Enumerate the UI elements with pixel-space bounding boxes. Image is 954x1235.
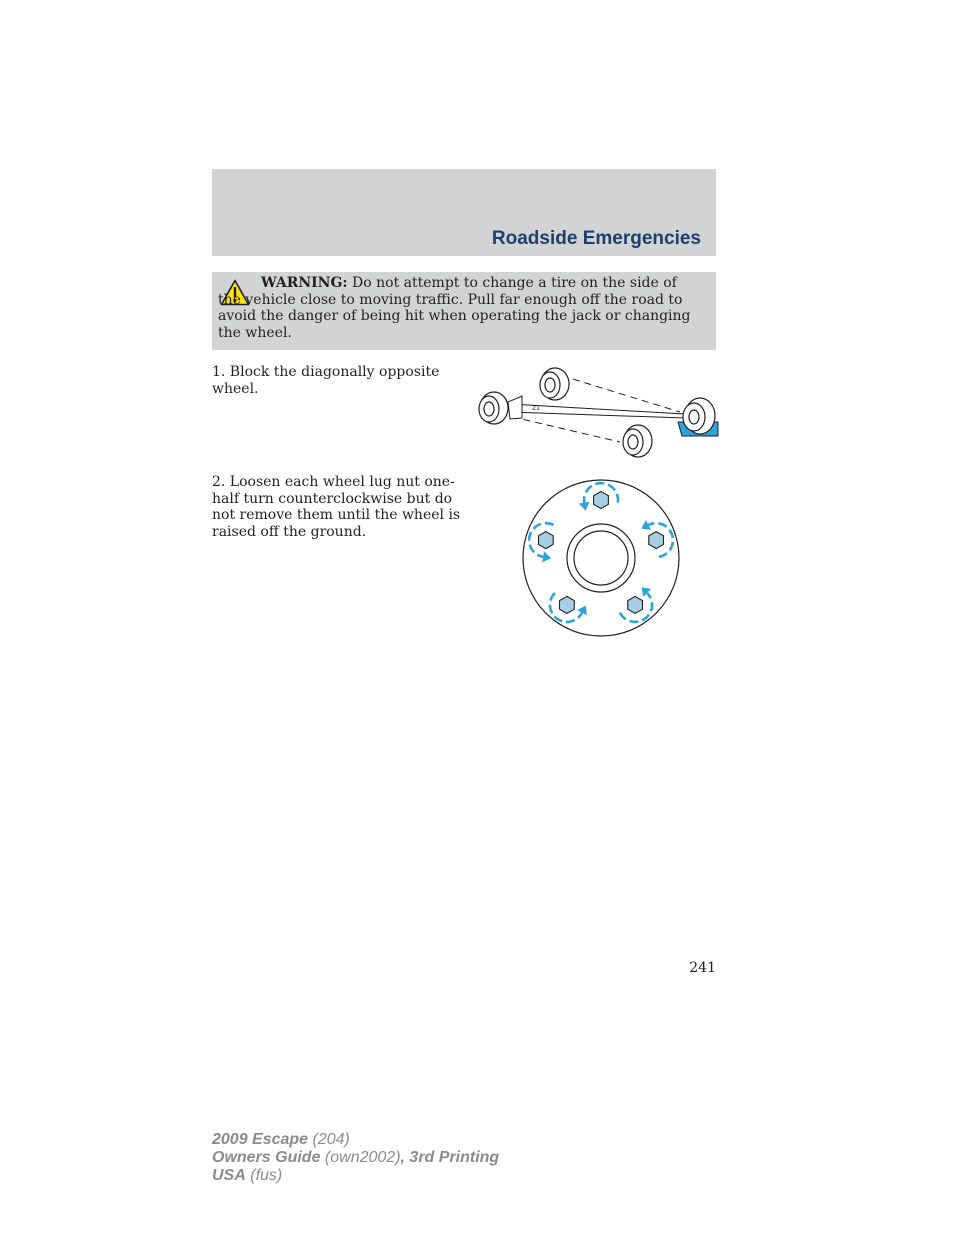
footer-line-3: USA (fus) bbox=[212, 1167, 283, 1184]
warning-box bbox=[212, 272, 716, 350]
section-header bbox=[212, 169, 716, 256]
lug-nut bbox=[560, 596, 575, 613]
lug-nut bbox=[594, 492, 609, 509]
step-2-text: 2. Loosen each wheel lug nut one-half turn counterclockwise but do not remove them until the wheel is raised off the ground. bbox=[212, 474, 461, 540]
section-title: Roadside Emergencies bbox=[491, 228, 701, 249]
wheel-rear-left bbox=[479, 392, 508, 424]
warning-body: Do not attempt to change a tire on the side of the vehicle close to moving traffic. Pull far enough off the road to avoid the danger of being hit when operating the jack or changing the wheel. bbox=[218, 275, 691, 341]
step-1-text: 1. Block the diagonally opposite wheel. bbox=[212, 364, 440, 397]
warning-text bbox=[218, 275, 704, 341]
page-number: 241 bbox=[689, 960, 716, 976]
footer-line-1: 2009 Escape (204) bbox=[212, 1131, 350, 1148]
footer bbox=[212, 1131, 499, 1185]
svg-text:Z1: Z1 bbox=[532, 405, 540, 412]
lug-nut-loosening-diagram bbox=[517, 474, 685, 642]
lug-nut bbox=[539, 532, 554, 549]
wheel-front-right bbox=[683, 398, 715, 434]
warning-label: WARNING: bbox=[261, 275, 348, 291]
lug-nut bbox=[628, 596, 643, 613]
block-wheel-diagram bbox=[470, 362, 720, 464]
wheel-front-left bbox=[540, 368, 569, 400]
hub-center-bore bbox=[574, 531, 628, 585]
vehicle-arrow bbox=[508, 396, 685, 419]
axle-line-top bbox=[550, 372, 680, 412]
footer-line-2: Owners Guide (own2002), 3rd Printing bbox=[212, 1149, 500, 1166]
lug-nut bbox=[649, 532, 664, 549]
wheel-rear-right bbox=[623, 425, 652, 457]
